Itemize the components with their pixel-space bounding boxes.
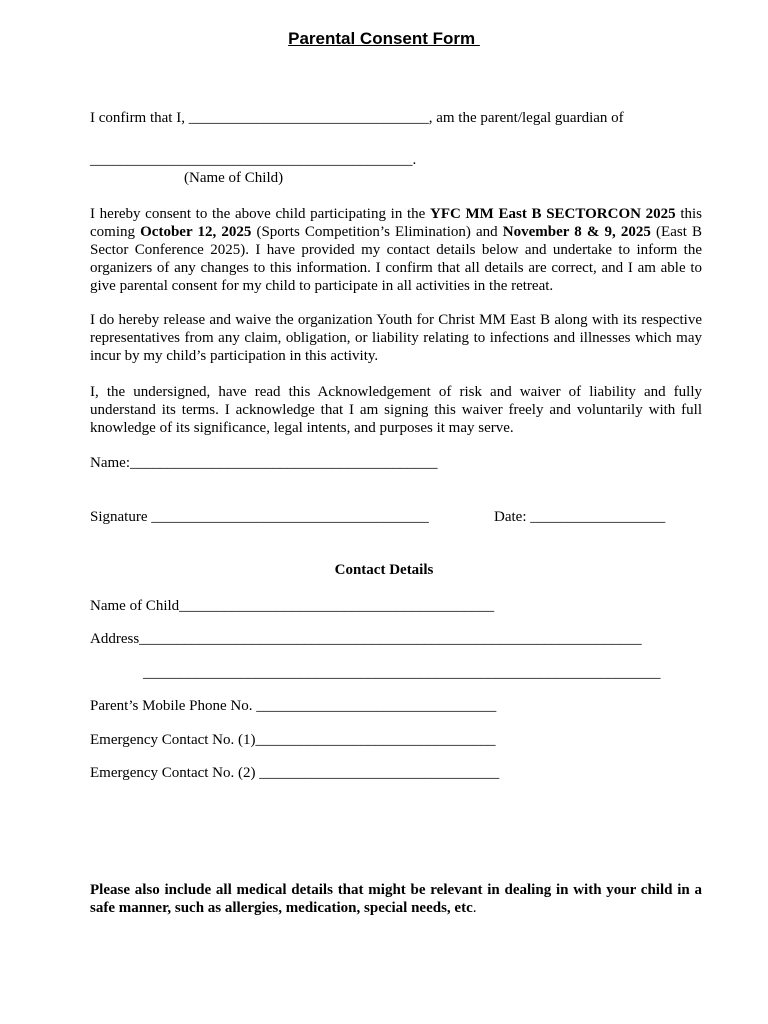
guardian-confirm-line: I confirm that I, ________________________________, am the parent/legal guardian of bbox=[90, 110, 624, 126]
event-name: YFC MM East B SECTORCON 2025 bbox=[430, 206, 676, 222]
consent-text-2: this coming bbox=[90, 206, 702, 240]
address-field: Address___________________________________________________________________ bbox=[90, 631, 642, 647]
release-paragraph: I do hereby release and waive the organization Youth for Christ MM East B along with its respective representatives from any claim, obligation, or liability relating to infections and illnesses which may incur by my child’s participation in this activity. bbox=[90, 312, 702, 364]
consent-paragraph bbox=[90, 205, 702, 295]
medical-details-note bbox=[90, 881, 702, 917]
consent-text-3: (Sports Competition’s Elimination) and bbox=[251, 224, 503, 240]
parent-name-field: Name:_________________________________________ bbox=[90, 455, 438, 471]
medical-note-text: Please also include all medical details that might be relevant in dealing in with your child in a safe manner, such as allergies, medication, special needs, etc bbox=[90, 882, 702, 916]
date-field: Date: __________________ bbox=[494, 509, 666, 525]
child-name-blank: ___________________________________________. bbox=[90, 152, 417, 168]
signature-field: Signature _____________________________________ bbox=[90, 509, 429, 525]
page-title: Parental Consent Form bbox=[288, 29, 480, 48]
contact-details-heading: Contact Details bbox=[334, 562, 434, 578]
conference-dates: November 8 & 9, 2025 bbox=[502, 224, 651, 240]
child-name-caption: (Name of Child) bbox=[184, 170, 284, 186]
contact-child-name-field: Name of Child__________________________________________ bbox=[90, 598, 495, 614]
emergency-contact-1-field: Emergency Contact No. (1)________________________________ bbox=[90, 732, 496, 748]
elimination-date: October 12, 2025 bbox=[140, 224, 252, 240]
emergency-contact-2-field: Emergency Contact No. (2) ________________________________ bbox=[90, 765, 500, 781]
medical-note-period: . bbox=[472, 900, 477, 916]
consent-text-1: I hereby consent to the above child participating in the bbox=[90, 206, 431, 222]
consent-text-4: (East B Sector Conference 2025). I have provided my contact details below and undertake to inform the organizers of any changes to this information. I confirm that all details are correct, and I am able to give parental consent for my child to participate in all activities in the retreat. bbox=[90, 224, 702, 294]
parent-phone-field: Parent’s Mobile Phone No. ________________________________ bbox=[90, 698, 497, 714]
acknowledgement-paragraph: I, the undersigned, have read this Acknowledgement of risk and waiver of liability and fully understand its terms. I acknowledge that I am signing this waiver freely and voluntarily with full knowledge of its significance, legal intents, and purposes it may serve. bbox=[90, 384, 702, 436]
address-second-line: _____________________________________________________________________ bbox=[143, 665, 661, 681]
